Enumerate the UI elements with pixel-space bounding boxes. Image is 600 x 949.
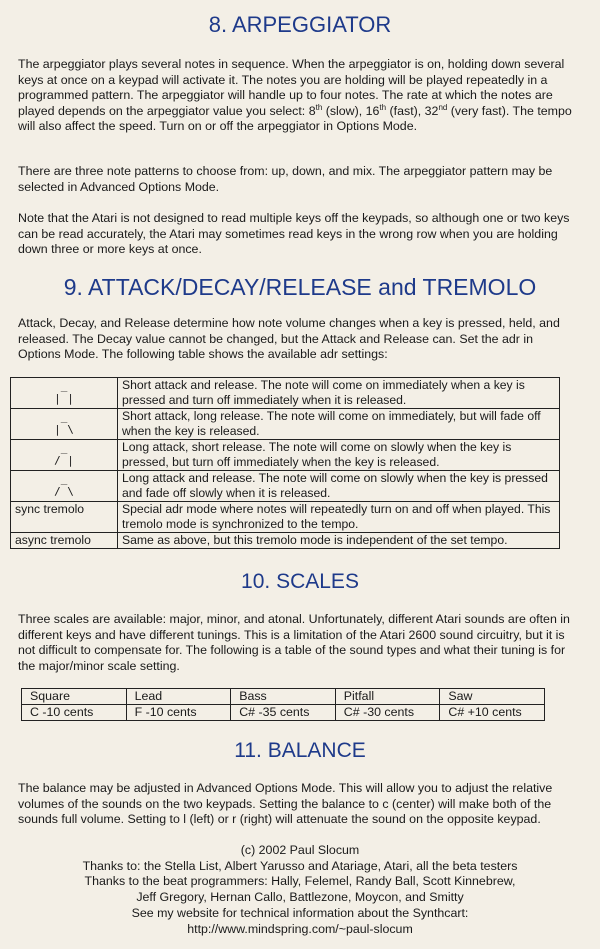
scale-header: Square [22, 689, 127, 705]
scale-header: Bass [231, 689, 336, 705]
text: The balance may be adjusted in Advanced Options Mode. This will allow you to adjust the relative volumes of the sounds on the two keypads. Setting the balance to c (center) will make both of the sounds full volume. Setting to l (left) or r (right) will attenuate the sound on the opposite keypad. [18, 781, 553, 826]
copyright-line: (c) 2002 Paul Slocum [240, 843, 360, 857]
scale-header: Lead [126, 689, 231, 705]
superscript: nd [438, 102, 448, 112]
scale-value: C -10 cents [22, 705, 127, 721]
credits-line: Thanks to the beat programmers: Hally, Felemel, Randy Ball, Scott Kinnebrew, [84, 874, 516, 889]
adr-symbol: _ / \ [11, 471, 118, 502]
text: Three scales are available: major, minor, and atonal. Unfortunately, different Atari sounds are often in different keys and have different tunings. This is a limitation of the Atari 2600 sound circuitry, but it is not difficult to compensate for. The following is a table of the sound types and what their tuning is for the major/minor scale setting. [18, 612, 570, 673]
arpeggiator-paragraph-3 [18, 211, 576, 258]
text: Note that the Atari is not designed to read multiple keys off the keypads, so although one or two keys can be read accurately, the Atari may sometimes read keys in the wrong row when you are holding down three or more keys at once. [18, 211, 570, 256]
text: There are three note patterns to choose from: up, down, and mix. The arpeggiator pattern may be selected in Advanced Options Mode. [18, 164, 553, 194]
text: Attack, Decay, and Release determine how note volume changes when a key is pressed, held, and released. The Decay value cannot be changed, but the Attack and Release can. Set the adr in Options Mode. The following table shows the available adr settings: [18, 316, 560, 361]
table-row [22, 705, 545, 721]
adr-description: Long attack, short release. The note will come on slowly when the key is pressed, but turn off immediately when the key is released. [118, 440, 560, 471]
adr-symbol: _ / | [11, 440, 118, 471]
scales-paragraph [18, 612, 576, 674]
adr-symbol: _ | | [11, 378, 118, 409]
table-row [11, 502, 560, 533]
section-title-scales: 10. SCALES [241, 570, 359, 593]
adr-description: Short attack and release. The note will come on immediately when a key is pressed and turn off immediately when it is released. [118, 378, 560, 409]
superscript: th [315, 102, 323, 112]
table-row [11, 409, 560, 440]
scale-value: F -10 cents [126, 705, 231, 721]
table-row [22, 689, 545, 705]
credits-line: Jeff Gregory, Hernan Callo, Battlezone, Moycon, and Smitty [136, 890, 464, 905]
table-row [11, 378, 560, 409]
credits-line: Thanks to: the Stella List, Albert Yarusso and Atariage, Atari, all the beta testers [82, 858, 518, 873]
adr-label: async tremolo [11, 533, 118, 549]
arpeggiator-paragraph-1 [18, 57, 576, 135]
adr-symbol: _ | \ [11, 409, 118, 440]
table-row [11, 440, 560, 471]
adr-intro [18, 316, 576, 363]
section-title-balance: 11. BALANCE [234, 739, 366, 762]
scale-value: C# -30 cents [335, 705, 440, 721]
scales-table [21, 688, 545, 721]
scale-header: Saw [440, 689, 545, 705]
adr-table [10, 377, 560, 549]
text: (fast), 32 [386, 103, 439, 118]
scale-value: C# +10 cents [440, 705, 545, 721]
arpeggiator-paragraph-2 [18, 164, 576, 195]
adr-description: Same as above, but this tremolo mode is independent of the set tempo. [118, 533, 560, 549]
section-title-arpeggiator: 8. ARPEGGIATOR [208, 12, 392, 37]
scale-header: Pitfall [335, 689, 440, 705]
section-title-adr: 9. ATTACK/DECAY/RELEASE and TREMOLO [63, 274, 537, 300]
website-url: http://www.mindspring.com/~paul-slocum [187, 921, 413, 936]
scale-value: C# -35 cents [231, 705, 336, 721]
credits [0, 843, 600, 937]
adr-description: Special adr mode where notes will repeatedly turn on and off when played. This tremolo mode is synchronized to the tempo. [118, 502, 560, 533]
table-row [11, 533, 560, 549]
text: (slow), 16 [322, 103, 380, 118]
text: (very fast). The tempo will also affect the speed. Turn on or off the arpeggiator in Options Mode. [18, 103, 572, 133]
adr-description: Short attack, long release. The note will come on immediately, but will fade off when the key is released. [118, 409, 560, 440]
credits-line: See my website for technical information about the Synthcart: [131, 905, 469, 920]
table-row [11, 471, 560, 502]
text: The arpeggiator plays several notes in sequence. When the arpeggiator is on, holding down several keys at once on a keypad will activate it. The notes you are holding will be played repeatedly in a programmed pattern. The arpeggiator will handle up to four notes. The rate at which the notes are played depends on the arpeggiator value you select: 8 [18, 57, 565, 118]
adr-label: sync tremolo [11, 502, 118, 533]
superscript: th [379, 102, 387, 112]
adr-description: Long attack and release. The note will come on slowly when the key is pressed and fade off slowly when it is released. [118, 471, 560, 502]
balance-paragraph [18, 781, 576, 828]
